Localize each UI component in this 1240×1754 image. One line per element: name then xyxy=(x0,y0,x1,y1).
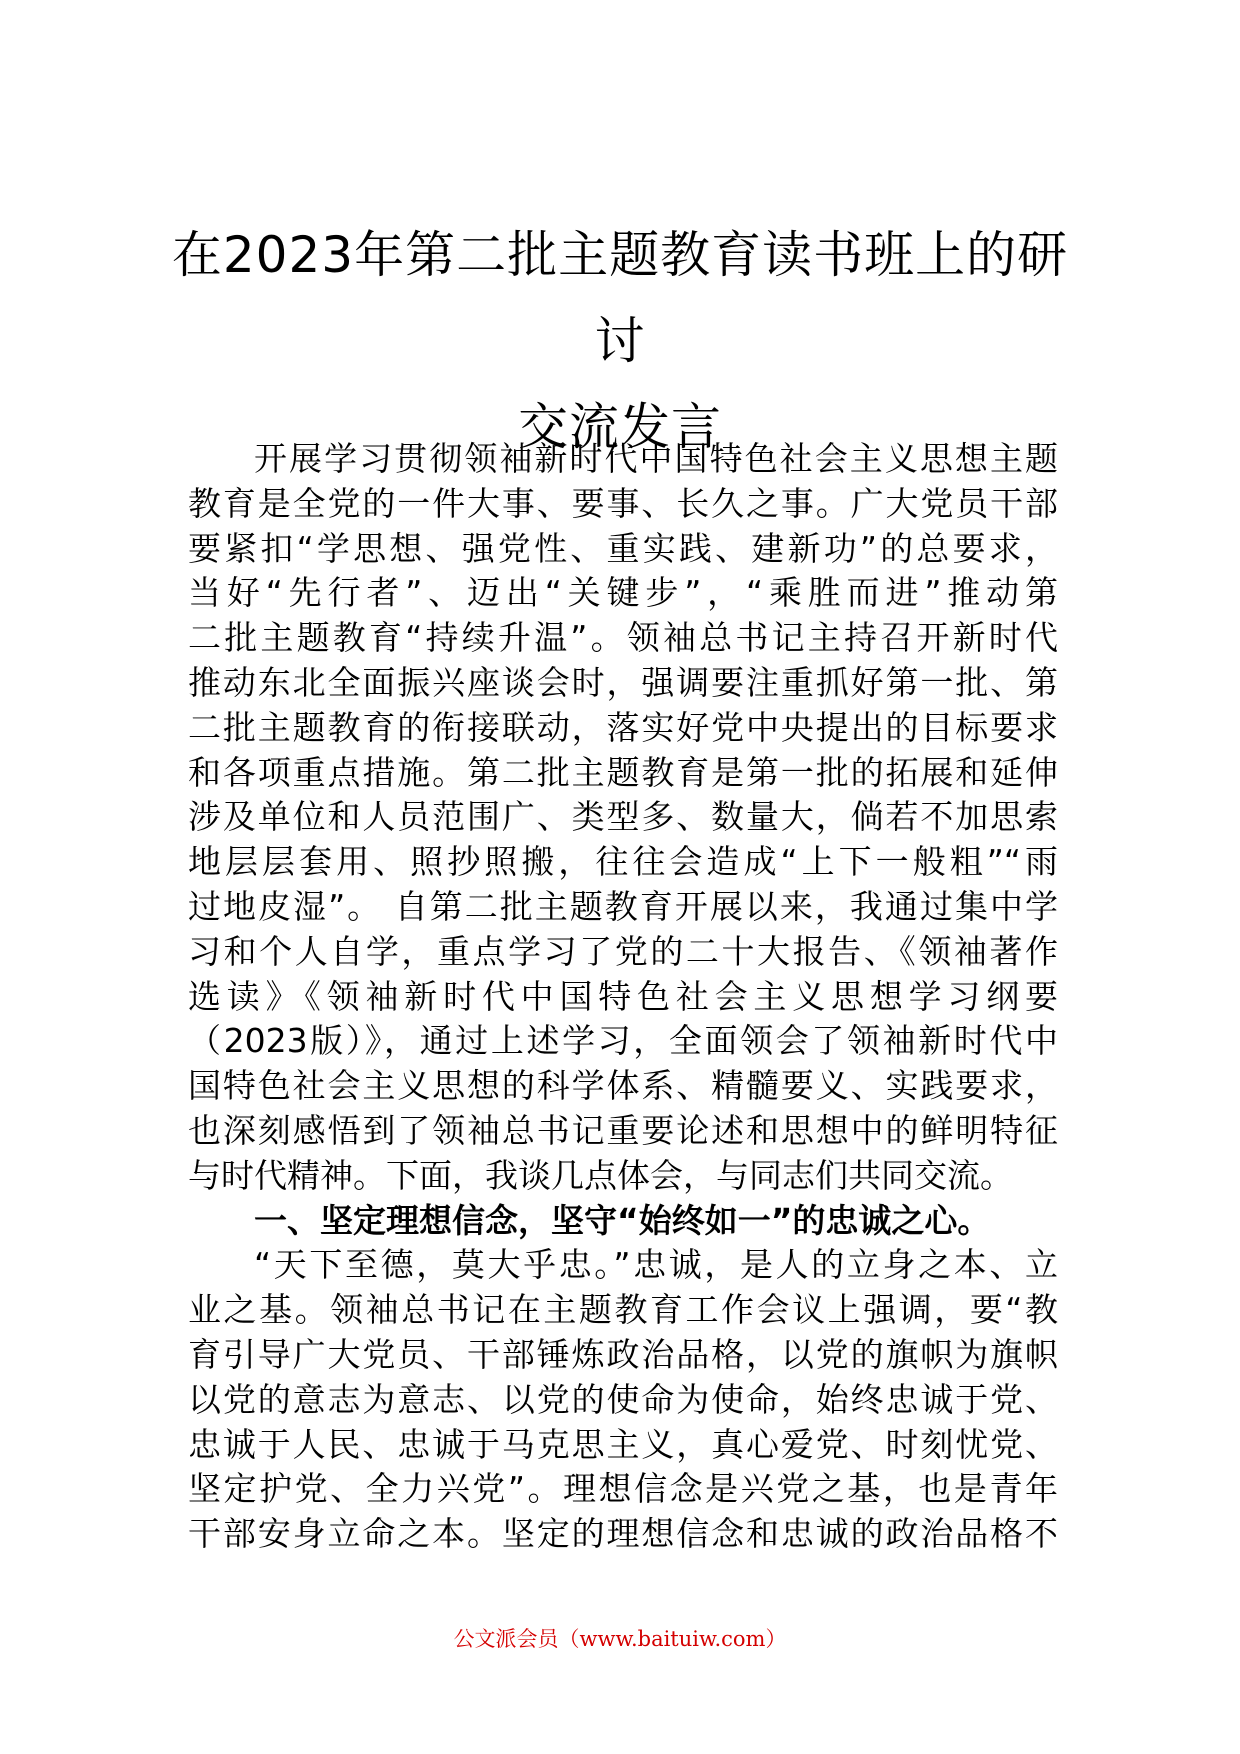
document-title xyxy=(150,212,1090,470)
body-line: 推动东北全面振兴座谈会时，强调要注重抓好第一批、第 xyxy=(188,662,1058,702)
body-line: （2023版）》，通过上述学习，全面领会了领袖新时代中 xyxy=(188,1021,1058,1061)
body-line: 国特色社会主义思想的科学体系、精髓要义、实践要求， xyxy=(188,1066,1058,1106)
body-line: 与时代精神。下面，我谈几点体会，与同志们共同交流。 xyxy=(188,1155,1013,1195)
body-line: 涉及单位和人员范围广、类型多、数量大，倘若不加思索 xyxy=(188,797,1058,837)
body-line: 忠诚于人民、忠诚于马克思主义，真心爱党、时刻忧党、 xyxy=(188,1424,1058,1464)
body-line: 当好“先行者”、迈出“关键步”，“乘胜而进”推动第 xyxy=(188,573,1058,613)
body-line: 开展学习贯彻领袖新时代中国特色社会主义思想主题 xyxy=(254,439,1058,478)
body-line: 二批主题教育的衔接联动，落实好党中央提出的目标要求 xyxy=(188,707,1058,747)
body-line: 和各项重点措施。第二批主题教育是第一批的拓展和延伸 xyxy=(188,752,1058,792)
document-body xyxy=(188,437,1058,1557)
title-line-2: 交流发言 xyxy=(518,398,722,456)
body-line: 教育是全党的一件大事、要事、长久之事。广大党员干部 xyxy=(188,483,1058,523)
body-line: 育引导广大党员、干部锤炼政治品格，以党的旗帜为旗帜 xyxy=(188,1334,1058,1374)
body-line: 业之基。领袖总书记在主题教育工作会议上强调，要“教 xyxy=(188,1290,1058,1330)
body-line: 习和个人自学，重点学习了党的二十大报告、《领袖著作 xyxy=(188,931,1058,971)
body-line: 坚定护党、全力兴党”。理想信念是兴党之基，也是青年 xyxy=(188,1469,1058,1509)
section-heading: 一、坚定理想信念，坚守“始终如一”的忠诚之心。 xyxy=(254,1200,991,1240)
body-line: 地层层套用、照抄照搬，往往会造成“上下一般粗”“雨 xyxy=(188,842,1058,882)
title-line-1: 在2023年第二批主题教育读书班上的研讨 xyxy=(171,226,1069,370)
footer-watermark: 公文派会员（www.baituiw.com） xyxy=(453,1627,787,1651)
body-line: “天下至德，莫大乎忠。”忠诚，是人的立身之本、立 xyxy=(254,1245,1058,1285)
body-line: 二批主题教育“持续升温”。领袖总书记主持召开新时代 xyxy=(188,618,1058,658)
body-line: 也深刻感悟到了领袖总书记重要论述和思想中的鲜明特征 xyxy=(188,1110,1058,1150)
body-line: 以党的意志为意志、以党的使命为使命，始终忠诚于党、 xyxy=(188,1379,1058,1419)
body-line: 选读》《领袖新时代中国特色社会主义思想学习纲要 xyxy=(188,976,1058,1016)
body-line: 干部安身立命之本。坚定的理想信念和忠诚的政治品格不 xyxy=(188,1514,1058,1554)
body-line: 要紧扣“学思想、强党性、重实践、建新功”的总要求， xyxy=(188,528,1058,568)
body-line: 过地皮湿”。 自第二批主题教育开展以来，我通过集中学 xyxy=(188,886,1058,926)
